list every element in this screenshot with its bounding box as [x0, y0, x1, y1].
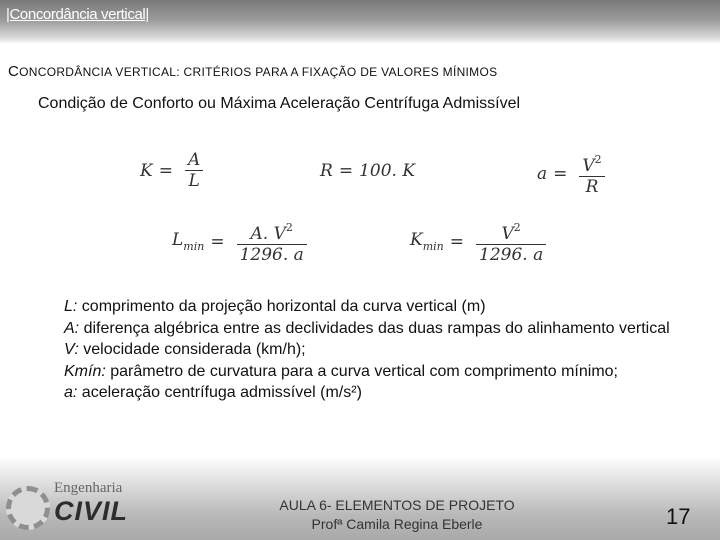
definition-item	[64, 339, 672, 361]
definition-term: L:	[64, 298, 78, 315]
slide-header-title: |Concordância vertical|	[6, 6, 149, 23]
section-title-initial: C	[8, 63, 20, 80]
formula-k-numerator: A	[187, 150, 201, 170]
formula-kmin-fraction	[476, 218, 546, 265]
formula-lmin-denominator: 1296. a	[239, 245, 304, 266]
definition-item	[64, 382, 672, 404]
definition-term: A:	[64, 319, 80, 337]
formula-kmin: $K_{min}$ = $\frac{V^2}{1296. a}$	[410, 218, 546, 265]
section-title-rest: ONCORDÂNCIA VERTICAL: CRITÉRIOS PARA A FIXAÇÃO DE VALORES MÍNIMOS	[19, 65, 498, 79]
formula-kmin-exponent: 2	[513, 221, 521, 234]
definition-term: Kmín:	[64, 362, 106, 380]
formula-kmin-lhs: K	[410, 230, 423, 251]
formula-kmin-subscript: min	[422, 240, 444, 254]
subtitle: Condição de Conforto ou Máxima Aceleração Centrífuga Admissível	[38, 95, 521, 112]
formula-kmin-numerator: V	[501, 224, 514, 244]
page-number: 17	[666, 504, 691, 529]
formula-a-lhs: a	[537, 163, 548, 184]
formula-a-exponent: 2	[594, 153, 602, 166]
formula-lmin: $L_{min}$ = $\frac{A. V^2}{1296. a}$	[172, 218, 307, 265]
definition-term: a:	[64, 384, 78, 401]
definitions-list	[64, 296, 672, 404]
definition-text: diferença algébrica entre as declividades das duas rampas do alinhamento vertical	[79, 319, 670, 337]
definition-term: V:	[64, 341, 79, 358]
formula-lmin-lhs: L	[172, 230, 184, 251]
definition-item	[64, 361, 672, 383]
formula-r-rhs: 100. K	[359, 161, 416, 181]
gear-icon	[6, 486, 50, 530]
footer-course-title: AULA 6- ELEMENTOS DE PROJETO	[279, 497, 515, 513]
definition-item	[64, 318, 672, 340]
definition-item	[64, 296, 672, 318]
definition-text: comprimento da projeção horizontal da curva vertical (m)	[77, 298, 486, 315]
logo-top-text: Engenharia	[54, 480, 123, 496]
formula-kmin-denominator: 1296. a	[479, 245, 544, 266]
footer-course-info	[260, 496, 534, 534]
engenharia-civil-logo	[6, 478, 131, 536]
title-bar	[0, 0, 720, 44]
logo-main-text: CIVIL	[54, 496, 129, 526]
formula-k: K = $\frac{A}{L}$	[140, 150, 203, 191]
definition-text: parâmetro de curvatura para a curva vertical com comprimento mínimo;	[105, 362, 618, 380]
formula-k-denominator: L	[188, 171, 200, 192]
formula-k-lhs: K	[140, 160, 153, 181]
formula-a-fraction	[579, 150, 604, 197]
formula-a-denominator: R	[585, 177, 599, 198]
formula-r-lhs: R	[320, 161, 333, 181]
formula-lmin-exponent: 2	[285, 221, 293, 234]
formula-a: a = $\frac{V^2}{R}$	[537, 150, 605, 197]
formula-a-numerator: V	[582, 156, 595, 176]
formula-lmin-subscript: min	[183, 240, 205, 254]
formula-lmin-numerator: A. V	[250, 224, 286, 244]
footer-professor: Profª Camila Regina Eberle	[311, 516, 483, 532]
definition-text: aceleração centrífuga admissível (m/s²)	[77, 384, 362, 401]
formula-k-fraction	[185, 150, 203, 191]
definition-text: velocidade considerada (km/h);	[78, 341, 306, 358]
section-title	[8, 63, 497, 80]
formula-r: R = 100. K	[320, 161, 416, 181]
formula-lmin-fraction	[237, 218, 307, 265]
